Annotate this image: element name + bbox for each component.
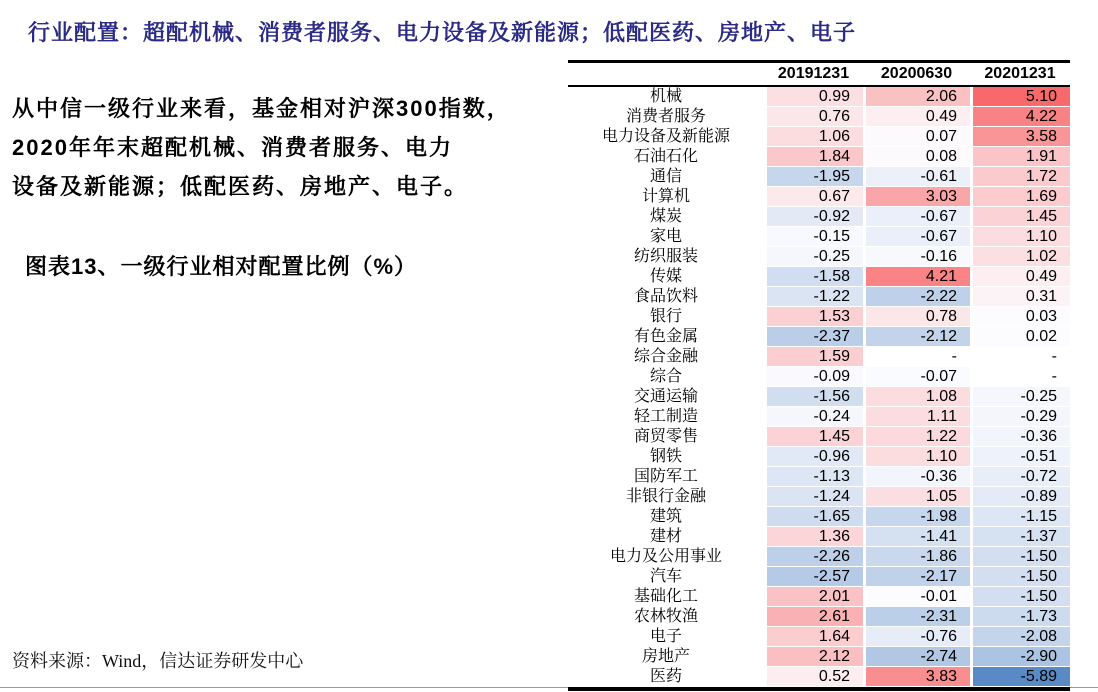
value-cell: -0.01	[863, 587, 970, 607]
date-column-header: 20200630	[880, 65, 953, 82]
table-row	[568, 447, 1070, 467]
source-note: 资料来源：Wind，信达证券研发中心	[12, 651, 304, 671]
value-cell: -1.65	[764, 507, 863, 527]
value-cell: -1.37	[970, 527, 1070, 547]
value-cell: 1.72	[970, 167, 1070, 187]
value-cell: -0.36	[970, 427, 1070, 447]
value-cell: -2.31	[863, 607, 970, 627]
value-cell: 0.02	[970, 327, 1070, 347]
value-cell: 1.84	[764, 147, 863, 167]
industry-label: 家电	[649, 228, 682, 245]
value-cell: -2.37	[764, 327, 863, 347]
summary-line-1: 从中信一级行业来看，基金相对沪深300指数，	[12, 96, 511, 121]
value-cell: -0.72	[970, 467, 1070, 487]
industry-label: 非银行金融	[625, 488, 706, 505]
value-cell: -1.13	[764, 467, 863, 487]
table-row	[568, 247, 1070, 267]
table-row	[568, 147, 1070, 167]
value-cell: -1.24	[764, 487, 863, 507]
value-cell: 1.45	[970, 207, 1070, 227]
value-cell: 3.03	[863, 187, 970, 207]
industry-label: 电力及公用事业	[609, 548, 722, 565]
industry-label: 电力设备及新能源	[601, 128, 730, 145]
value-cell: 2.12	[764, 647, 863, 667]
industry-label: 综合	[649, 368, 682, 385]
value-cell: 4.21	[863, 267, 970, 287]
table-row	[568, 327, 1070, 347]
industry-label: 有色金属	[633, 328, 698, 345]
value-cell: -0.51	[970, 447, 1070, 467]
value-cell: -1.95	[764, 167, 863, 187]
value-cell: 3.83	[863, 667, 970, 687]
value-cell: -2.08	[970, 627, 1070, 647]
table-bottom-border	[568, 687, 1070, 691]
industry-label: 石油石化	[633, 148, 698, 165]
value-cell: 0.52	[764, 667, 863, 687]
value-cell: 1.59	[764, 347, 863, 367]
value-cell: -2.57	[764, 567, 863, 587]
value-cell: 2.01	[764, 587, 863, 607]
value-cell: 2.61	[764, 607, 863, 627]
industry-column-header	[568, 63, 764, 85]
value-cell: 0.08	[863, 147, 970, 167]
date-column-header: 20191231	[777, 65, 850, 82]
value-cell: -0.92	[764, 207, 863, 227]
report-title: 行业配置：超配机械、消费者服务、电力设备及新能源；低配医药、房地产、电子	[28, 20, 857, 45]
value-cell: -0.25	[764, 247, 863, 267]
value-cell: -0.25	[970, 387, 1070, 407]
value-cell: -5.89	[970, 667, 1070, 687]
industry-label: 钢铁	[649, 448, 682, 465]
value-cell: 1.36	[764, 527, 863, 547]
value-cell: -2.12	[863, 327, 970, 347]
table-row	[568, 267, 1070, 287]
industry-heatmap-table	[568, 60, 1070, 691]
table-row	[568, 407, 1070, 427]
table-row	[568, 127, 1070, 147]
summary-line-3: 设备及新能源；低配医药、房地产、电子。	[12, 174, 469, 199]
industry-label: 交通运输	[633, 388, 698, 405]
table-row	[568, 107, 1070, 127]
value-cell: 4.22	[970, 107, 1070, 127]
table-row	[568, 527, 1070, 547]
table-row	[568, 647, 1070, 667]
table-row	[568, 507, 1070, 527]
industry-label: 农林牧渔	[633, 608, 698, 625]
value-cell: 1.64	[764, 627, 863, 647]
value-cell: 0.78	[863, 307, 970, 327]
table-row	[568, 567, 1070, 587]
industry-label: 纺织服装	[633, 248, 698, 265]
value-cell: 1.05	[863, 487, 970, 507]
value-cell: -0.36	[863, 467, 970, 487]
industry-label: 汽车	[649, 568, 682, 585]
value-cell: 0.03	[970, 307, 1070, 327]
industry-label: 煤炭	[649, 208, 682, 225]
value-cell: -1.86	[863, 547, 970, 567]
value-cell: -0.76	[863, 627, 970, 647]
industry-label: 房地产	[641, 648, 690, 665]
value-cell: -1.22	[764, 287, 863, 307]
value-cell: -1.15	[970, 507, 1070, 527]
table-row	[568, 307, 1070, 327]
figure-caption: 图表13、一级行业相对配置比例（%）	[25, 254, 418, 279]
industry-label: 电子	[649, 628, 682, 645]
table-row	[568, 467, 1070, 487]
value-cell: -1.58	[764, 267, 863, 287]
value-cell: 0.99	[764, 87, 863, 107]
value-cell: 0.67	[764, 187, 863, 207]
value-cell: -1.50	[970, 567, 1070, 587]
date-column-header: 20201231	[984, 65, 1056, 82]
value-cell: -1.98	[863, 507, 970, 527]
industry-label: 通信	[649, 168, 682, 185]
value-cell: -0.67	[863, 227, 970, 247]
value-cell: 1.53	[764, 307, 863, 327]
value-cell: 5.10	[970, 87, 1070, 107]
industry-label: 传媒	[649, 268, 682, 285]
industry-label: 国防军工	[633, 468, 698, 485]
value-cell: 0.07	[863, 127, 970, 147]
value-cell: -	[970, 367, 1070, 387]
industry-label: 机械	[649, 88, 682, 105]
table-row	[568, 607, 1070, 627]
value-cell: -2.17	[863, 567, 970, 587]
value-cell: 3.58	[970, 127, 1070, 147]
value-cell: -1.73	[970, 607, 1070, 627]
value-cell: -0.07	[863, 367, 970, 387]
value-cell: -0.61	[863, 167, 970, 187]
table-row	[568, 287, 1070, 307]
industry-label: 综合金融	[633, 348, 698, 365]
industry-label: 医药	[649, 668, 682, 685]
value-cell: -1.56	[764, 387, 863, 407]
table-row	[568, 347, 1070, 367]
table-row	[568, 167, 1070, 187]
industry-label: 基础化工	[633, 588, 698, 605]
industry-label: 食品饮料	[633, 288, 698, 305]
table-row	[568, 387, 1070, 407]
value-cell: -	[863, 347, 970, 367]
table-row	[568, 547, 1070, 567]
value-cell: -1.50	[970, 547, 1070, 567]
value-cell: -1.50	[970, 587, 1070, 607]
table-row	[568, 367, 1070, 387]
summary-line-2: 2020年年末超配机械、消费者服务、电力	[12, 135, 453, 160]
industry-label: 商贸零售	[633, 428, 698, 445]
industry-label: 银行	[649, 308, 682, 325]
industry-label: 轻工制造	[633, 408, 698, 425]
value-cell: 1.22	[863, 427, 970, 447]
value-cell: -0.24	[764, 407, 863, 427]
table-row	[568, 487, 1070, 507]
value-cell: 1.08	[863, 387, 970, 407]
value-cell: 1.02	[970, 247, 1070, 267]
value-cell: -0.96	[764, 447, 863, 467]
value-cell: -1.41	[863, 527, 970, 547]
value-cell: -0.29	[970, 407, 1070, 427]
table-body	[568, 87, 1070, 687]
value-cell: 1.45	[764, 427, 863, 447]
table-row	[568, 627, 1070, 647]
table-row	[568, 207, 1070, 227]
value-cell: -0.67	[863, 207, 970, 227]
value-cell: 0.49	[863, 107, 970, 127]
value-cell: -2.22	[863, 287, 970, 307]
value-cell: 1.06	[764, 127, 863, 147]
table-row	[568, 427, 1070, 447]
value-cell: -0.09	[764, 367, 863, 387]
industry-label: 建材	[649, 528, 682, 545]
value-cell: 2.06	[863, 87, 970, 107]
value-cell: 0.76	[764, 107, 863, 127]
table-row	[568, 87, 1070, 107]
table-row	[568, 587, 1070, 607]
value-cell: 0.49	[970, 267, 1070, 287]
value-cell: 1.10	[863, 447, 970, 467]
value-cell: 1.10	[970, 227, 1070, 247]
value-cell: 0.31	[970, 287, 1070, 307]
table-row	[568, 187, 1070, 207]
industry-label: 建筑	[649, 508, 682, 525]
value-cell: -0.89	[970, 487, 1070, 507]
table-header-row	[568, 63, 1070, 85]
value-cell: -2.74	[863, 647, 970, 667]
industry-label: 计算机	[641, 188, 690, 205]
value-cell: 1.69	[970, 187, 1070, 207]
table-row	[568, 667, 1070, 687]
value-cell: 1.91	[970, 147, 1070, 167]
table-row	[568, 227, 1070, 247]
value-cell: -2.26	[764, 547, 863, 567]
summary-paragraph	[12, 89, 511, 206]
value-cell: -	[970, 347, 1070, 367]
value-cell: -0.16	[863, 247, 970, 267]
industry-label: 消费者服务	[625, 108, 706, 125]
value-cell: 1.11	[863, 407, 970, 427]
value-cell: -2.90	[970, 647, 1070, 667]
value-cell: -0.15	[764, 227, 863, 247]
